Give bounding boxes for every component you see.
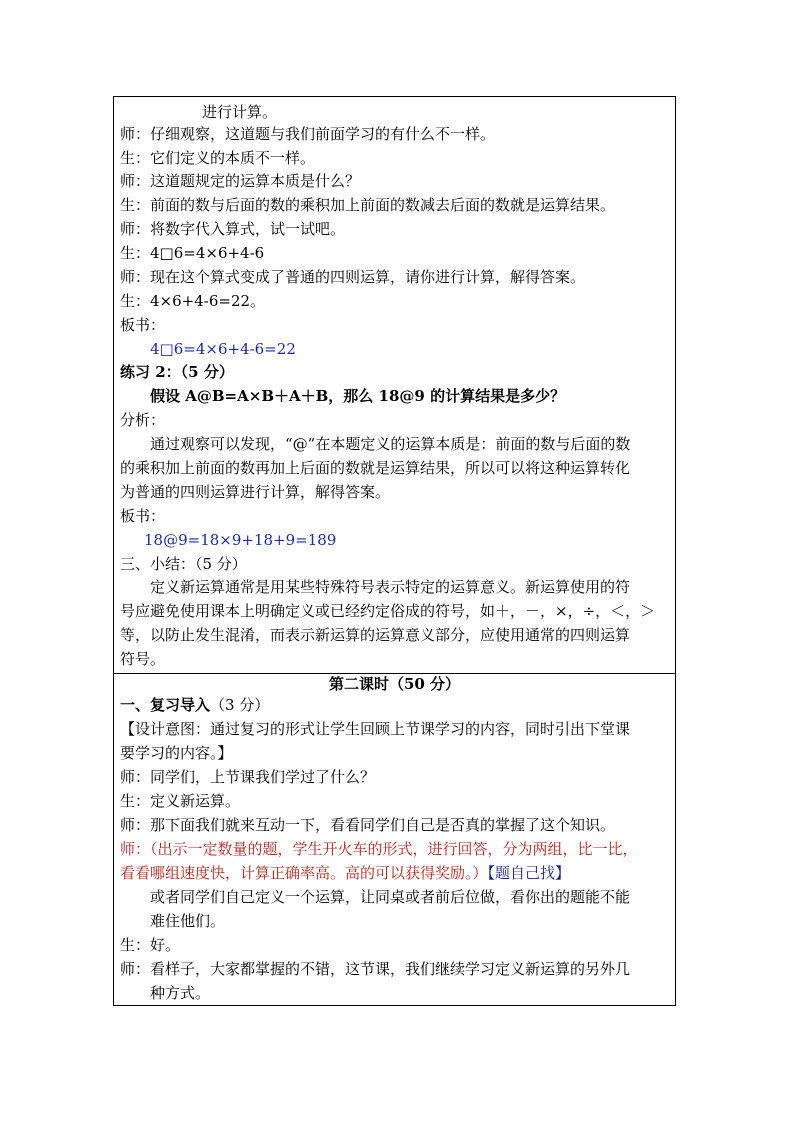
text-line: 或者同学们自己定义一个运算，让同桌或者前后位做，看你出的题能不能 <box>150 888 631 906</box>
text-line: 分析： <box>120 411 166 429</box>
lesson-cell-part2 <box>114 674 675 1005</box>
text-line: 师：看样子，大家都掌握的不错，这节课，我们继续学习定义新运算的另外几 <box>120 960 631 978</box>
text-line: 师：那下面我们就来互动一下，看看同学们自己是否真的掌握了这个知识。 <box>120 816 616 834</box>
text-line: 生：定义新运算。 <box>120 792 241 810</box>
text-line: 种方式。 <box>150 984 211 1002</box>
text-line: 师：仔细观察，这道题与我们前面学习的有什么不一样。 <box>120 125 496 143</box>
text-line: 师：现在这个算式变成了普通的四则运算，请你进行计算，解得答案。 <box>120 268 586 286</box>
text-line: 师：这道题规定的运算本质是什么？ <box>120 172 361 190</box>
summary-heading: 三、小结：（5 分） <box>120 555 247 573</box>
text-line: 通过观察可以发现，“@”在本题定义的运算本质是：前面的数与后面的数 <box>150 435 631 453</box>
text-line: 板书： <box>120 316 166 334</box>
board-formula: 4□6=4×6+4-6=22 <box>150 340 296 358</box>
text-line: 难住他们。 <box>150 912 226 930</box>
text-line: 师：同学们，上节课我们学过了什么？ <box>120 768 376 786</box>
text-line: 号应避免使用课本上明确定义或已经约定俗成的符号，如＋，－，×，÷，＜，＞ <box>120 602 656 620</box>
review-heading-label: 一、复习导入 <box>120 696 211 714</box>
text-line: 生：前面的数与后面的数的乘积加上前面的数减去后面的数就是运算结果。 <box>120 196 616 214</box>
text-line: 进行计算。 <box>202 103 278 121</box>
text-line: 为普通的四则运算进行计算，解得答案。 <box>120 483 391 501</box>
lesson-table <box>113 96 676 1006</box>
text-line: 等，以防止发生混淆，而表示新运算的运算意义部分，应使用通常的四则运算 <box>120 626 631 644</box>
design-intent-line: 【设计意图：通过复习的形式让学生回顾上节课学习的内容，同时引出下堂课 <box>120 720 631 738</box>
text-line: 的乘积加上前面的数再加上后面的数就是运算结果，所以可以将这种运算转化 <box>120 459 631 477</box>
text-line: 师：将数字代入算式，试一试吧。 <box>120 220 346 238</box>
exercise-heading: 练习 2：（5 分） <box>120 363 234 381</box>
text-line: 板书： <box>120 507 166 525</box>
activity-line <box>120 864 570 882</box>
text-line: 生：4□6=4×6+4-6 <box>120 244 265 262</box>
lesson-header: 第二课时（50 分） <box>328 675 461 693</box>
design-intent-line: 要学习的内容。】 <box>120 744 233 762</box>
activity-line: 师：（出示一定数量的题，学生开火车的形式，进行回答，分为两组，比一比， <box>120 840 638 858</box>
text-line: 生：好。 <box>120 936 181 954</box>
activity-text: 看看哪组速度快，计算正确率高。高的可以获得奖励。） <box>120 864 488 882</box>
text-line: 定义新运算通常是用某些特殊符号表示特定的运算意义。新运算使用的符 <box>150 578 631 596</box>
exercise-question: 假设 A@B=A×B＋A＋B，那么 18@9 的计算结果是多少？ <box>150 387 566 405</box>
text-line: 生：它们定义的本质不一样。 <box>120 149 316 167</box>
lesson-cell-part1 <box>114 97 675 674</box>
find-yourself-tag: 【题自己找】 <box>487 864 571 882</box>
text-line: 生：4×6+4-6=22。 <box>120 292 266 310</box>
board-formula: 18@9=18×9+18+9=189 <box>144 531 337 549</box>
review-heading <box>120 696 269 714</box>
text-line: 符号。 <box>120 650 166 668</box>
review-heading-time: （3 分） <box>210 696 270 714</box>
